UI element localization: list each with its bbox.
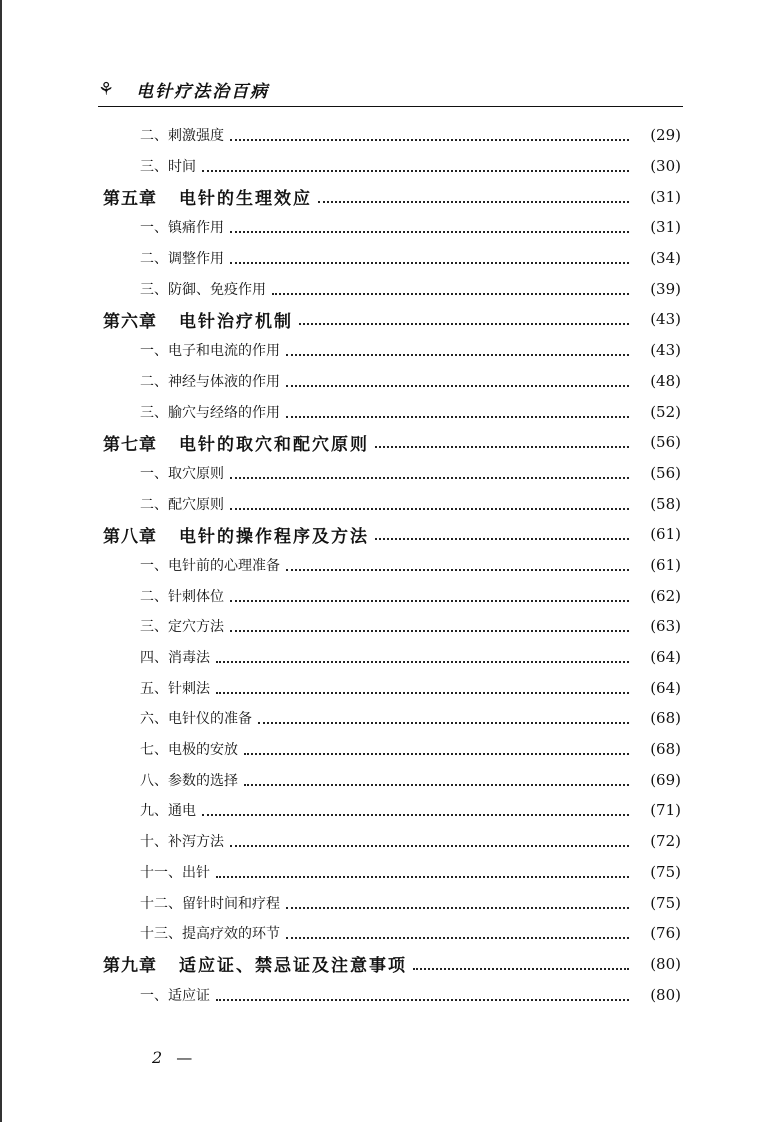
dot-leader [258, 722, 629, 724]
chapter-number: 第五章 [103, 189, 157, 210]
toc-page-number: (56) [650, 463, 681, 482]
section-title: 八、参数的选择 [140, 772, 238, 789]
dot-leader [230, 139, 629, 141]
section-title: 一、取穴原则 [140, 465, 224, 482]
chapter-title: 电针治疗机制 [179, 311, 293, 332]
dot-leader [230, 630, 629, 632]
toc-section-row [0, 734, 767, 765]
dot-leader [375, 446, 629, 448]
toc-page-number: (80) [650, 954, 681, 973]
section-title: 七、电极的安放 [140, 742, 238, 759]
ornament-icon: ⚘ [98, 78, 115, 100]
book-title: 电针疗法治百病 [136, 81, 270, 102]
dot-leader [230, 262, 629, 264]
chapter-number: 第八章 [103, 526, 157, 547]
table-of-contents [0, 120, 767, 1010]
section-title: 三、时间 [140, 159, 196, 176]
toc-page-number: (43) [650, 310, 681, 329]
toc-page-number: (75) [650, 893, 681, 912]
toc-chapter-row [0, 304, 767, 335]
toc-section-row [0, 488, 767, 519]
section-title: 十、补泻方法 [140, 834, 224, 851]
dot-leader [272, 293, 629, 295]
toc-page-number: (71) [650, 801, 681, 820]
toc-page-number: (68) [650, 740, 681, 759]
toc-page-number: (62) [650, 586, 681, 605]
dot-leader [244, 753, 629, 755]
toc-page-number: (76) [650, 924, 681, 943]
section-title: 九、通电 [140, 803, 196, 820]
toc-section-row [0, 857, 767, 888]
toc-section-row [0, 273, 767, 304]
dot-leader [216, 999, 629, 1001]
footer-dash: — [176, 1048, 193, 1067]
toc-section-row [0, 611, 767, 642]
chapter-title: 电针的取穴和配穴原则 [179, 434, 369, 455]
toc-page-number: (63) [650, 617, 681, 636]
toc-section-row [0, 642, 767, 673]
toc-page-number: (68) [650, 709, 681, 728]
dot-leader [202, 814, 629, 816]
dot-leader [216, 876, 629, 878]
toc-section-row [0, 580, 767, 611]
chapter-title: 电针的生理效应 [179, 189, 312, 210]
chapter-number: 第六章 [103, 311, 157, 332]
dot-leader [286, 416, 629, 418]
toc-page-number: (61) [650, 525, 681, 544]
dot-leader [230, 600, 629, 602]
dot-leader [413, 968, 629, 970]
section-title: 二、神经与体液的作用 [140, 373, 280, 390]
section-title: 二、针刺体位 [140, 588, 224, 605]
toc-section-row [0, 826, 767, 857]
section-title: 四、消毒法 [140, 650, 210, 667]
dot-leader [230, 508, 629, 510]
dot-leader [230, 845, 629, 847]
section-title: 三、防御、免疫作用 [140, 281, 266, 298]
section-title: 十一、出针 [140, 864, 210, 881]
toc-section-row [0, 795, 767, 826]
toc-page-number: (61) [650, 555, 681, 574]
page-number: 2 [152, 1048, 163, 1067]
page-footer [152, 1048, 192, 1067]
toc-page-number: (64) [650, 648, 681, 667]
dot-leader [299, 323, 629, 325]
dot-leader [202, 170, 629, 172]
toc-section-row [0, 550, 767, 581]
toc-page-number: (75) [650, 862, 681, 881]
dot-leader [230, 231, 629, 233]
section-title: 二、调整作用 [140, 251, 224, 268]
header-rule [98, 106, 683, 107]
dot-leader [216, 661, 629, 663]
dot-leader [286, 907, 629, 909]
section-title: 一、电针前的心理准备 [140, 557, 280, 574]
dot-leader [375, 538, 629, 540]
toc-page-number: (34) [650, 249, 681, 268]
toc-section-row [0, 243, 767, 274]
toc-section-row [0, 335, 767, 366]
section-title: 十三、提高疗效的环节 [140, 926, 280, 943]
section-title: 一、电子和电流的作用 [140, 343, 280, 360]
dot-leader [286, 937, 629, 939]
toc-chapter-row [0, 427, 767, 458]
section-title: 六、电针仪的准备 [140, 711, 252, 728]
dot-leader [286, 385, 629, 387]
toc-section-row [0, 366, 767, 397]
toc-section-row [0, 120, 767, 151]
section-title: 二、配穴原则 [140, 496, 224, 513]
toc-section-row [0, 918, 767, 949]
section-title: 十二、留针时间和疗程 [140, 895, 280, 912]
toc-page-number: (43) [650, 341, 681, 360]
chapter-number: 第七章 [103, 434, 157, 455]
toc-chapter-row [0, 181, 767, 212]
toc-section-row [0, 764, 767, 795]
chapter-title: 适应证、禁忌证及注意事项 [179, 956, 407, 977]
toc-section-row [0, 458, 767, 489]
section-title: 三、腧穴与经络的作用 [140, 404, 280, 421]
dot-leader [286, 354, 629, 356]
toc-page-number: (72) [650, 832, 681, 851]
chapter-title: 电针的操作程序及方法 [179, 526, 369, 547]
toc-page-number: (31) [650, 187, 681, 206]
dot-leader [318, 201, 629, 203]
toc-page-number: (30) [650, 157, 681, 176]
section-title: 五、针刺法 [140, 680, 210, 697]
toc-chapter-row [0, 519, 767, 550]
toc-page-number: (56) [650, 433, 681, 452]
section-title: 二、刺激强度 [140, 128, 224, 145]
toc-page-number: (48) [650, 371, 681, 390]
section-title: 三、定穴方法 [140, 619, 224, 636]
toc-page-number: (69) [650, 770, 681, 789]
chapter-number: 第九章 [103, 956, 157, 977]
dot-leader [230, 477, 629, 479]
running-header [98, 74, 269, 104]
toc-section-row [0, 979, 767, 1010]
toc-page-number: (29) [650, 126, 681, 145]
toc-section-row [0, 672, 767, 703]
toc-page-number: (80) [650, 985, 681, 1004]
dot-leader [216, 692, 629, 694]
toc-section-row [0, 151, 767, 182]
toc-page-number: (52) [650, 402, 681, 421]
dot-leader [286, 569, 629, 571]
toc-chapter-row [0, 949, 767, 980]
section-title: 一、镇痛作用 [140, 220, 224, 237]
toc-page-number: (39) [650, 279, 681, 298]
toc-section-row [0, 703, 767, 734]
dot-leader [244, 784, 629, 786]
toc-section-row [0, 212, 767, 243]
toc-page-number: (31) [650, 218, 681, 237]
toc-page-number: (64) [650, 678, 681, 697]
section-title: 一、适应证 [140, 987, 210, 1004]
toc-section-row [0, 396, 767, 427]
toc-section-row [0, 887, 767, 918]
toc-page-number: (58) [650, 494, 681, 513]
